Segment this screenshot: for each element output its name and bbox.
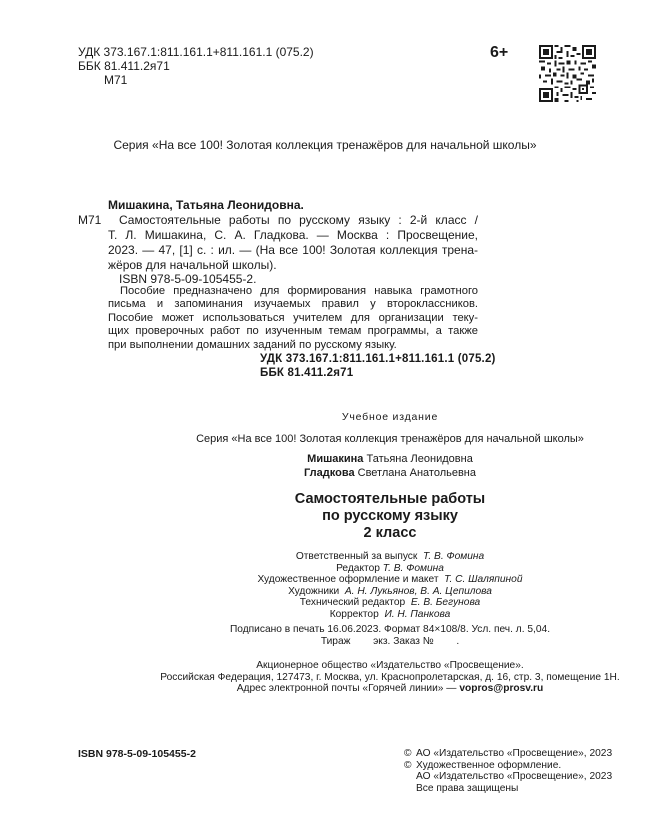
age-rating: 6+	[490, 44, 509, 61]
publisher-name: Акционерное общество «Издательство «Просвещение».	[256, 660, 524, 671]
author-entry	[0, 466, 650, 480]
record-udk: УДК 373.167.1:811.161.1+811.161.1 (075.2)	[260, 353, 496, 365]
credit-row	[0, 586, 650, 598]
record-line: Самостоятельные работы по русскому языку : 2-й класс /	[119, 213, 478, 227]
credit-role: Художники	[288, 585, 340, 597]
credits	[0, 551, 650, 621]
record-line: жёров для начальной школы).	[108, 258, 277, 272]
hotline-row	[0, 683, 650, 694]
credit-role: Редактор	[336, 562, 380, 574]
imprint-series: Серия «На все 100! Золотая коллекция тренажёров для начальной школы»	[196, 433, 584, 445]
series-title: Серия «На все 100! Золотая коллекция тренажёров для начальной школы»	[113, 138, 537, 152]
copyright-text: Художественное оформление.	[416, 759, 562, 771]
abstract-line: щих проверочных работ по изученным темам программы, а также	[108, 325, 478, 338]
edition-type: Учебное издание	[341, 411, 439, 423]
credit-person: И. Н. Панкова	[384, 608, 451, 620]
udk-code: УДК 373.167.1:811.161.1+811.161.1 (075.2)	[78, 45, 314, 59]
title-line: Самостоятельные работы	[294, 491, 486, 507]
publisher-address: Российская Федерация, 127473, г. Москва, ул. Краснопролетарская, д. 16, стр. 3, помещение 1Н.	[160, 672, 620, 683]
credit-role: Ответственный за выпуск	[295, 551, 418, 562]
author-surname: Мишакина	[307, 453, 364, 465]
qr-code-icon	[539, 45, 596, 102]
credit-row	[0, 574, 650, 586]
credit-row	[0, 563, 650, 575]
credit-role: Художественное оформление и макет	[257, 574, 439, 586]
author-name: Татьяна Леонидовна	[366, 453, 473, 465]
credit-person: Т. С. Шаляпиной	[444, 574, 523, 586]
bbk-code: ББК 81.411.2я71	[78, 59, 170, 73]
abstract-line: письма и запоминания изучаемых правил у второклассников.	[108, 298, 478, 311]
copyright-row	[404, 748, 612, 760]
credit-person: Т. В. Фомина	[382, 562, 444, 574]
hotline-email[interactable]: vopros@prosv.ru	[459, 683, 544, 694]
rights-reserved: Все права защищены	[416, 782, 519, 794]
record-bbk: ББК 81.411.2я71	[260, 367, 354, 379]
credit-person: А. Н. Лукьянов, В. А. Цепилова	[344, 585, 492, 597]
hotline-label: Адрес электронной почты «Горячей линии» —	[236, 683, 457, 694]
imprint-authors	[0, 452, 650, 480]
print-line: Подписано в печать 16.06.2023. Формат 84×108/8. Усл. печ. л. 5,04.	[229, 624, 551, 635]
record-classification	[260, 352, 496, 380]
copyright-icon: ©	[404, 748, 412, 759]
copyright-icon: ©	[404, 759, 412, 771]
record-isbn: ISBN 978-5-09-105455-2.	[119, 272, 257, 286]
copyright-text: АО «Издательство «Просвещение», 2023	[416, 771, 613, 782]
author-mark: М71	[104, 73, 128, 87]
book-title	[0, 491, 650, 542]
credit-row	[0, 609, 650, 621]
udk-bbk-block	[78, 45, 314, 87]
copyright-text: АО «Издательство «Просвещение», 2023	[416, 748, 613, 759]
publisher-info	[0, 660, 650, 684]
credit-row	[0, 597, 650, 609]
author-surname: Гладкова	[303, 467, 355, 479]
credit-role: Корректор	[329, 608, 379, 620]
author-name: Светлана Анатольевна	[357, 467, 477, 479]
credit-role: Технический редактор	[299, 597, 406, 609]
copyright-block	[404, 748, 612, 794]
author-mark: М71	[78, 213, 102, 227]
record-line: 2023. — 47, [1] с. : ил. — (На все 100! Золотая коллекция трена-	[108, 243, 478, 257]
credit-person: Т. В. Фомина	[423, 551, 485, 562]
author-entry	[0, 452, 650, 466]
credit-person: Е. В. Бегунова	[410, 597, 481, 609]
title-line: по русскому языку	[322, 508, 458, 524]
footer-isbn: ISBN 978-5-09-105455-2	[78, 748, 196, 760]
hotline	[0, 683, 650, 694]
credit-row	[0, 551, 650, 563]
copyright-row	[404, 760, 612, 772]
print-line: Тираж экз. Заказ № .	[320, 636, 460, 647]
copyright-row	[404, 771, 612, 783]
abstract-line: Пособие предназначено для формирования навыка грамотного	[120, 285, 478, 297]
author-heading: Мишакина, Татьяна Леонидовна.	[108, 198, 304, 212]
print-info	[0, 624, 650, 648]
title-line: 2 класс	[363, 525, 417, 541]
abstract-line: при выполнении домашних заданий по русскому языку.	[108, 338, 397, 351]
abstract	[108, 285, 478, 352]
record-line: Т. Л. Мишакина, С. А. Гладкова. — Москва : Просвещение,	[108, 228, 478, 242]
abstract-line: Пособие может использоваться учителем для организации теку-	[108, 311, 478, 324]
copyright-row	[404, 783, 612, 795]
